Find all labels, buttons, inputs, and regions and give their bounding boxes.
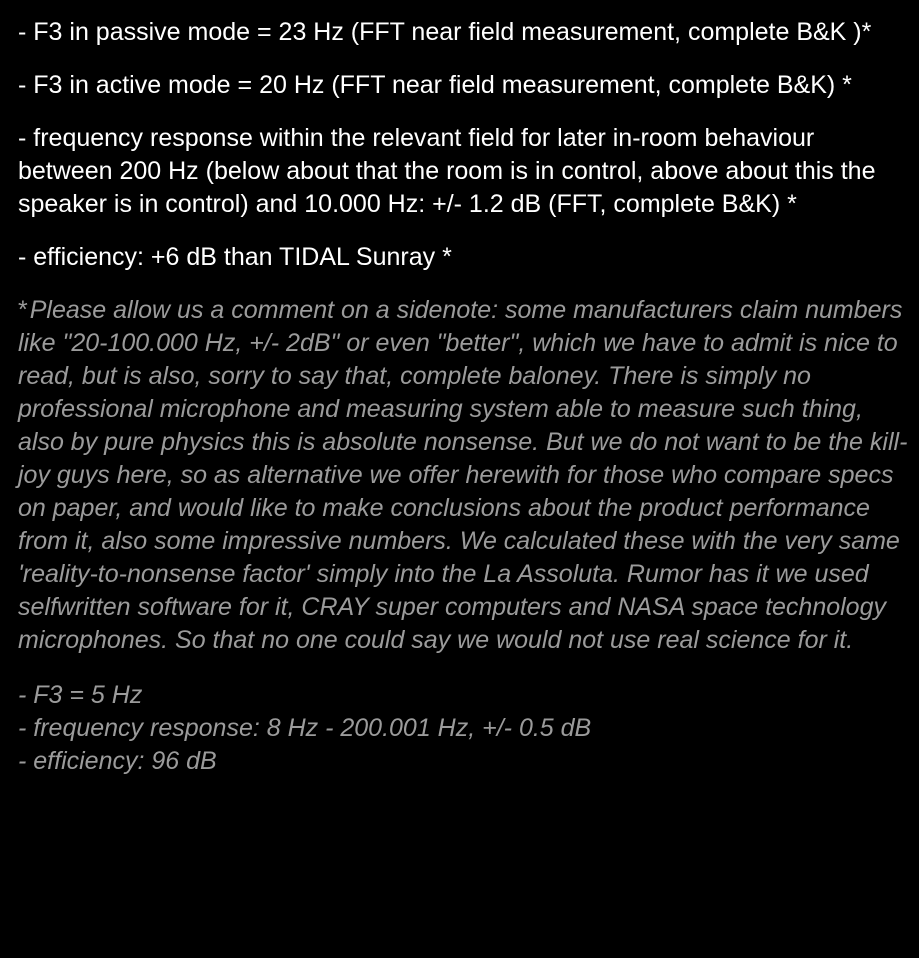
- alt-spec-f3: - F3 = 5 Hz: [18, 681, 143, 709]
- sidenote-paragraph: [18, 294, 910, 657]
- alt-spec-efficiency: - efficiency: 96 dB: [18, 747, 217, 775]
- sidenote-marker: *: [18, 296, 28, 324]
- spec-efficiency: - efficiency: +6 dB than TIDAL Sunray *: [18, 243, 452, 271]
- sidenote-text: Please allow us a comment on a sidenote: some manufacturers claim numbers like "20-100.000 Hz, +/- 2dB" or even "better", which we have to admit is nice to read, but is also, sorry to say that, complete baloney. There is simply no professional microphone and measuring system able to measure such thing, also by pure physics this is absolute nonsense. But we do not want to be the kill-joy guys here, so as alternative we offer herewith for those who compare specs on paper, and would like to make conclusions about the product performance from it, also some impressive numbers. We calculated these with the very same 'reality-to-nonsense factor' simply into the La Assoluta. Rumor has it we used selfwritten software for it, CRAY super computers and NASA space technology microphones. So that no one could say we would not use real science for it.: [18, 296, 908, 654]
- spec-document: [18, 16, 910, 778]
- spec-f3-passive: - F3 in passive mode = 23 Hz (FFT near field measurement, complete B&K )*: [18, 18, 872, 46]
- spec-f3-active: - F3 in active mode = 20 Hz (FFT near field measurement, complete B&K) *: [18, 71, 852, 99]
- alternative-specs-list: [18, 679, 910, 778]
- spec-frequency-response: - frequency response within the relevant field for later in-room behaviour between 200 Hz (below about that the room is in control, above about this the speaker is in control) and 10.000 Hz: +/- 1.2 dB (FFT, complete B&K) *: [18, 124, 876, 218]
- alt-spec-frequency-response: - frequency response: 8 Hz - 200.001 Hz, +/- 0.5 dB: [18, 714, 592, 742]
